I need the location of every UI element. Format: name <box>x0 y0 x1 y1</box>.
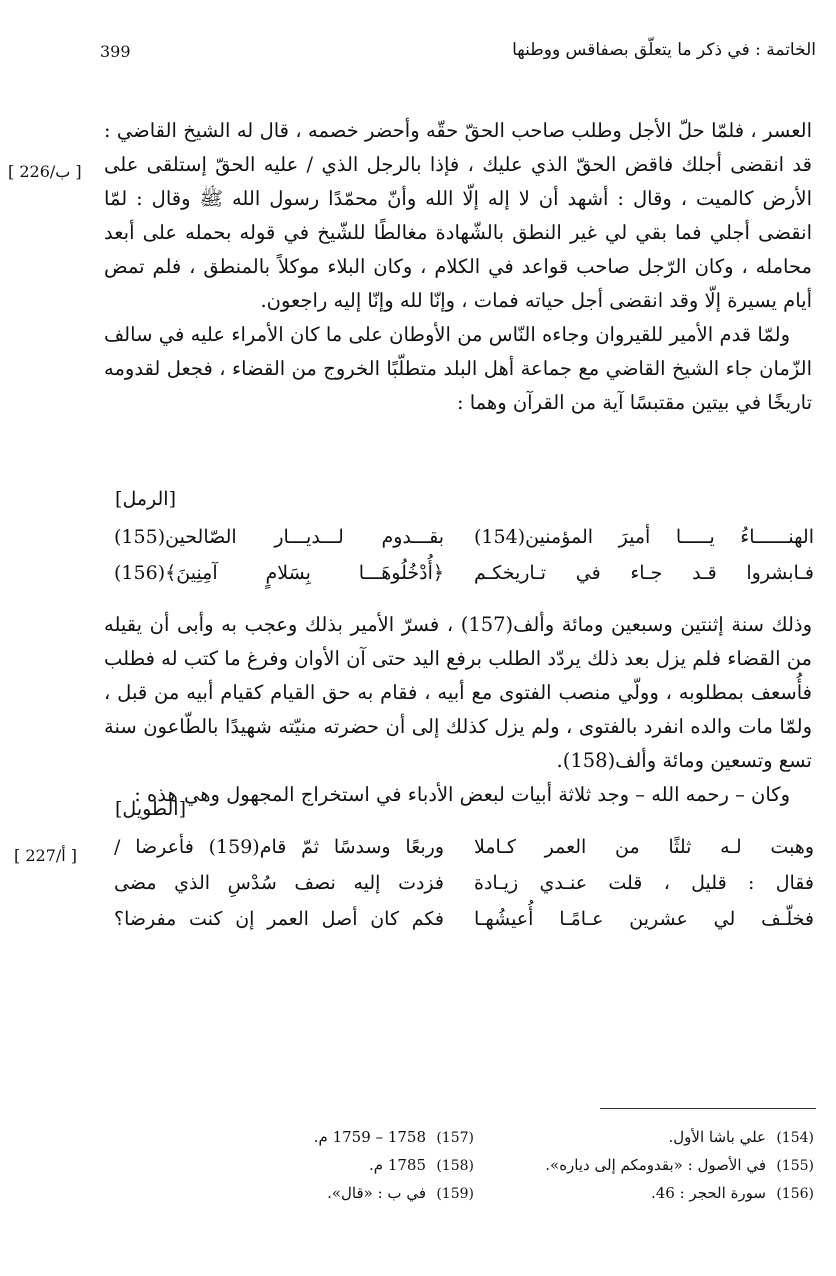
verse-second-hemistich: ﴿أُدْخُلُوهَـــا بِسَلامٍ آمِنِينَ﴾(156) <box>114 562 444 584</box>
footnote <box>669 1128 814 1146</box>
footnote-text: سورة الحجر : 46. <box>650 1184 766 1202</box>
margin-folio-227a: [ 227/أ ] <box>14 846 78 865</box>
body-text-2 <box>104 608 812 812</box>
footnote <box>314 1128 474 1146</box>
body-text-1 <box>104 114 812 420</box>
verse-second-hemistich: وربعًا وسدسًا ثمّ قام(159) فأعرضا / <box>114 836 444 858</box>
page-number: 399 <box>100 42 131 61</box>
verse-second-hemistich: فزدت إليه نصف سُدْسِ الذي مضى <box>114 872 444 894</box>
verse-first-hemistich: وهبت لـه ثلثًا من العمر كـاملا <box>474 836 814 858</box>
footnote-number: (154) <box>776 1130 814 1146</box>
meter-label-tawil: [الطويل] <box>115 798 186 820</box>
page-header <box>100 40 816 70</box>
margin-folio-226b: [ 226/ب ] <box>8 162 82 181</box>
footnote-text: علي باشا الأول. <box>668 1128 766 1146</box>
footnote-text: في ب : «قال». <box>327 1184 426 1202</box>
footnote-number: (158) <box>436 1158 474 1174</box>
verse-line <box>100 908 814 942</box>
footnote-number: (159) <box>436 1186 474 1202</box>
footnote-text: 1758 – 1759 م. <box>313 1128 426 1146</box>
footnote <box>651 1184 814 1202</box>
meter-label-ramal: [الرمل] <box>115 488 176 510</box>
footnote-text: 1785 م. <box>368 1156 426 1174</box>
footnote-number: (156) <box>776 1186 814 1202</box>
verse-first-hemistich: فقال : قليل ، قلت عنـدي زيـادة <box>474 872 814 894</box>
running-title: الخاتمة : في ذكر ما يتعلّق بصفاقس ووطنها <box>512 40 816 60</box>
footnote-rule <box>600 1108 816 1109</box>
footnote-number: (155) <box>776 1158 814 1174</box>
footnote <box>369 1156 474 1174</box>
footnote <box>545 1156 814 1174</box>
verse-line <box>100 872 814 906</box>
paragraph: وكان – رحمه الله – وجد ثلاثة أبيات لبعض الأدباء في استخراج المجهول وهي هذه : <box>134 783 790 806</box>
verse-second-hemistich: بقـــدوم لـــديـــار الصّالحين(155) <box>114 526 444 548</box>
verse-first-hemistich: الهنــــــاءُ يـــــا أميرَ المؤمنين(154) <box>474 526 814 548</box>
footnote-text: في الأصول : «بقدومكم إلى دياره». <box>545 1156 766 1174</box>
footnote-number: (157) <box>436 1130 474 1146</box>
paragraph: العسر ، فلمّا حلّ الأجل وطلب صاحب الحقّ حقّه وأحضر خصمه ، قال له الشيخ القاضي : قد انقضى أجلك فاقض الحقّ الذي عليك ، فإذا بالرجل الذي / عليه الحقّ إستلقى على الأرض كالميت ، وقال : أشهد أن لا إله إلّا الله وأنّ محمّدًا رسول الله ﷺ وقال : لمّا انقضى أجلي فما بقي لي غير النطق بالشّهادة مغالطًا للشّيخ في قوله بحمله على أبعد محامله ، وكان الرّجل صاحب قواعد في الكلام ، وكان البلاء موكلاً بالمنطق ، فلم تمض أيام يسيرة إلّا وقد انقضى أجل حياته فمات ، وإنّا لله وإنّا إليه راجعون. <box>104 119 812 312</box>
verse-line <box>100 836 814 870</box>
verse-line <box>100 526 814 560</box>
footnote <box>327 1184 474 1202</box>
paragraph: وذلك سنة إثنتين وسبعين ومائة وألف(157) ، فسرّ الأمير بذلك وعجب به وأبى أن يقيله من القضاء فلم يزل بعد ذلك يردّد الطلب برفع اليد حتى آن الأوان وفرغ ما كتب له فطلب فأُسعف بمطلوبه ، وولّي منصب الفتوى مع أبيه ، فقام به حق القيام كقيام أبيه من قبل ، ولمّا مات والده انفرد بالفتوى ، ولم يزل كذلك إلى أن حضرته منيّته شهيدًا بالطّاعون سنة تسع وتسعين ومائة وألف(158). <box>104 613 812 772</box>
verse-line <box>100 562 814 596</box>
verse-first-hemistich: فـابشروا قـد جـاء في تـاريخكـم <box>474 562 814 584</box>
verse-first-hemistich: فخلّـف لي عشرين عـامًـا أُعيشُهـا <box>474 908 814 930</box>
paragraph: ولمّا قدم الأمير للقيروان وجاءه النّاس من الأوطان على ما كان الأمراء عليه في سالف الزّمان جاء الشيخ القاضي مع جماعة أهل البلد متطلّبًا الخروج من القضاء ، فجعل لقدومه تاريخًا في بيتين مقتبسًا آية من القرآن وهما : <box>104 323 812 414</box>
verse-second-hemistich: فكم كان أصل العمر إن كنت مفرضا؟ <box>114 908 444 930</box>
